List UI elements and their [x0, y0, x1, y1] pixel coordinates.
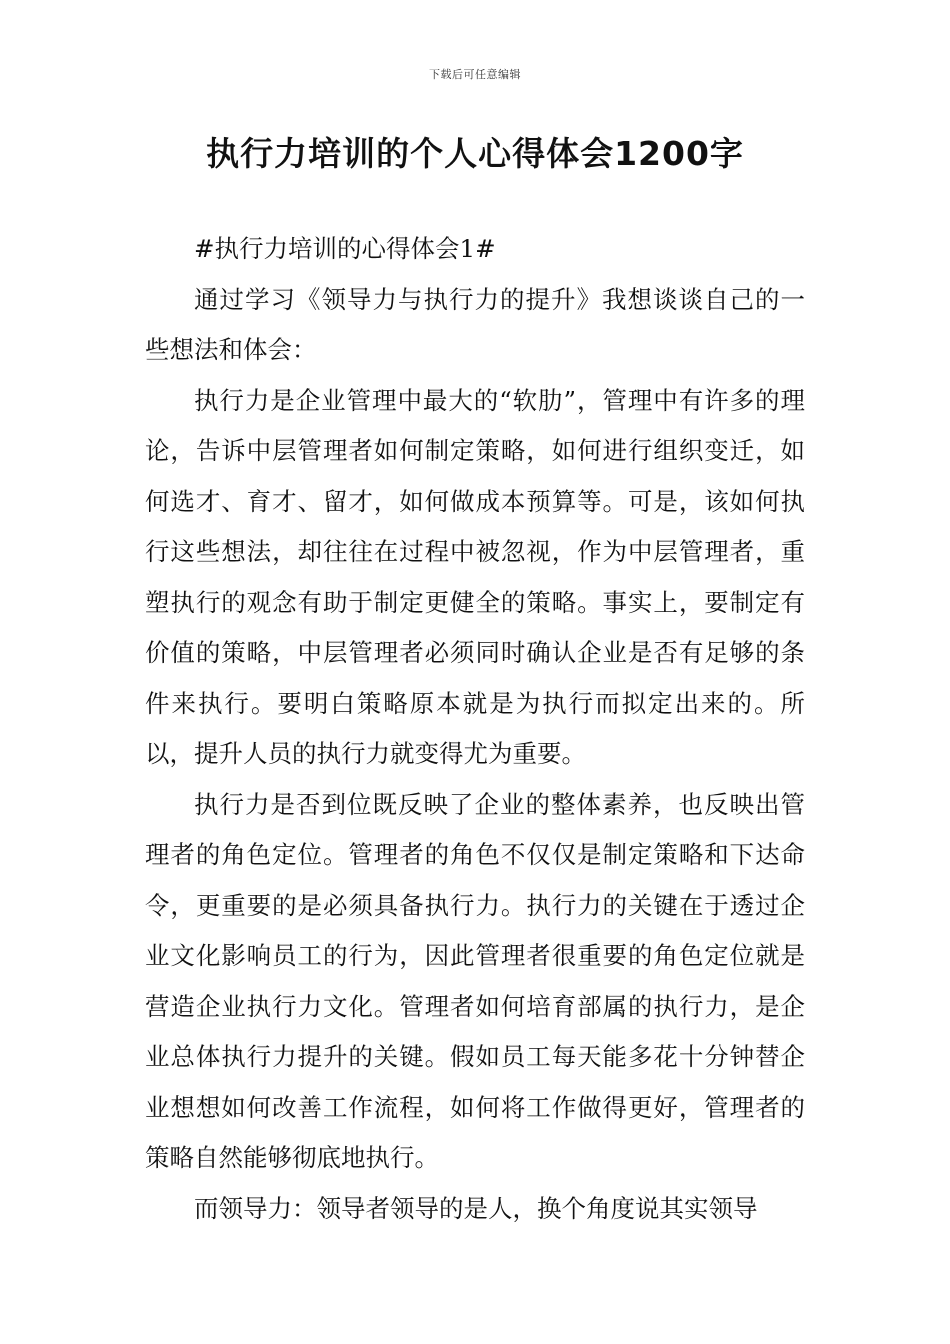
section-subheading: #执行力培训的心得体会1#: [194, 234, 496, 263]
document-body: [145, 224, 805, 1234]
paragraph-3: 执行力是否到位既反映了企业的整体素养，也反映出管理者的角色定位。管理者的角色不仅仅是制定策略和下达命令，更重要的是必须具备执行力。执行力的关键在于透过企业文化影响员工的行为，因此管理者很重要的角色定位就是营造企业执行力文化。管理者如何培育部属的执行力，是企业总体执行力提升的关键。假如员工每天能多花十分钟替企业想想如何改善工作流程，如何将工作做得更好，管理者的策略自然能够彻底地执行。: [145, 789, 805, 1172]
paragraph-4: 而领导力：领导者领导的是人，换个角度说其实领导: [194, 1193, 758, 1223]
paragraph-2: 执行力是企业管理中最大的“软肋”，管理中有许多的理论，告诉中层管理者如何制定策略，如何进行组织变迁，如何选才、育才、留才，如何做成本预算等。可是，该如何执行这些想法，却往往在过程中被忽视，作为中层管理者，重塑执行的观念有助于制定更健全的策略。事实上，要制定有价值的策略，中层管理者必须同时确认企业是否有足够的条件来执行。要明白策略原本就是为执行而拟定出来的。所以，提升人员的执行力就变得尤为重要。: [145, 385, 805, 768]
paragraph-1: 通过学习《领导力与执行力的提升》我想谈谈自己的一些想法和体会：: [145, 284, 805, 364]
header-note: 下载后可任意编辑: [429, 68, 521, 81]
document-title: 执行力培训的个人心得体会1200字: [206, 134, 744, 173]
